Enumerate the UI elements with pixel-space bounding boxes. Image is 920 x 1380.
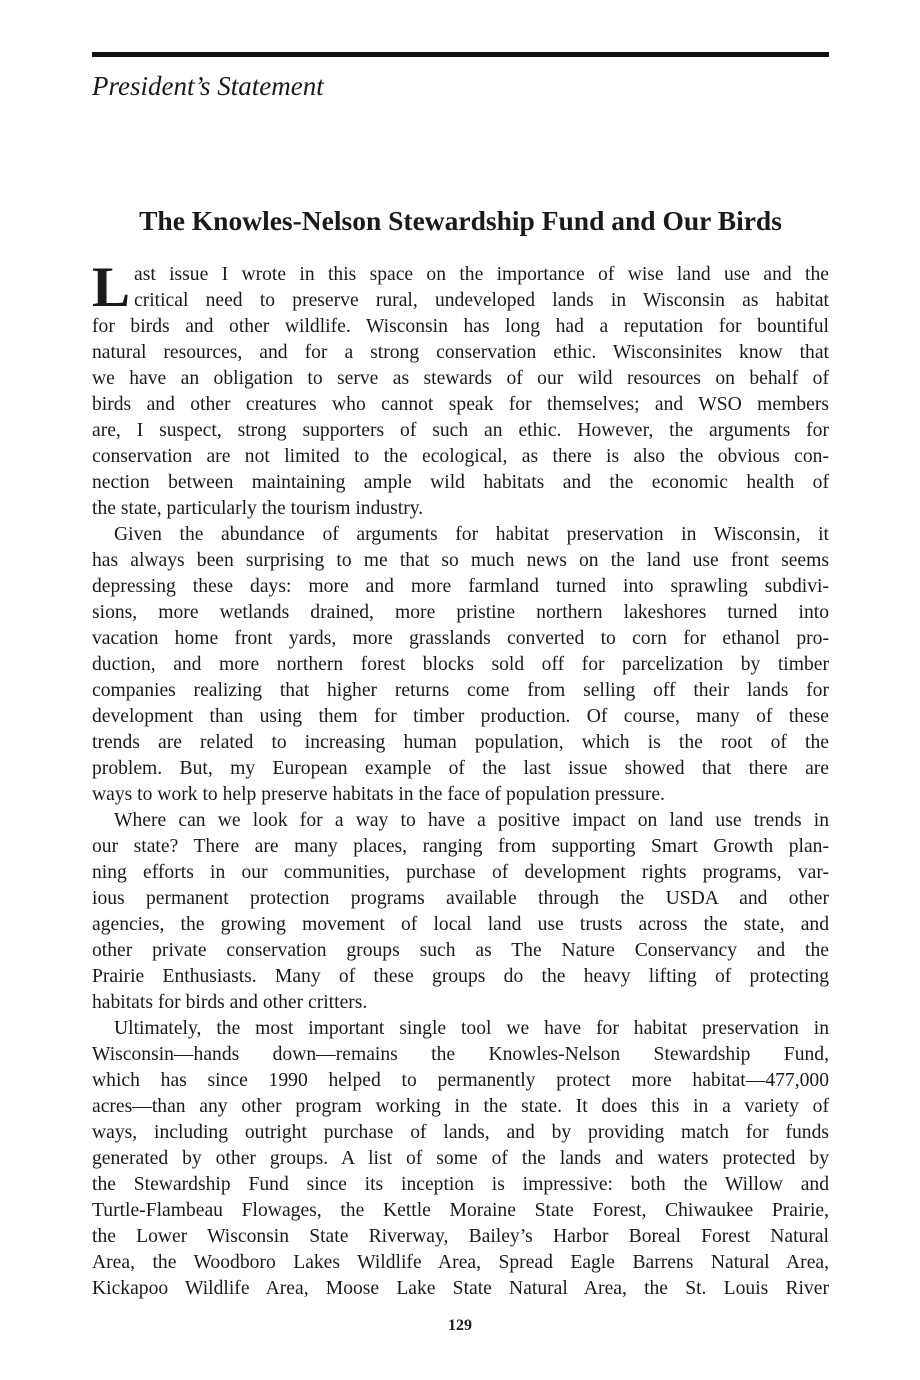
article-body	[92, 256, 829, 1302]
text-line: birds and other creatures who cannot speak for themselves; and WSO members	[92, 394, 829, 415]
text-line: Turtle-Flambeau Flowages, the Kettle Moraine State Forest, Chiwaukee Prairie,	[92, 1200, 829, 1221]
text-line: acres—than any other program working in the state. It does this in a variety of	[92, 1096, 829, 1117]
text-line: vacation home front yards, more grasslands converted to corn for ethanol pro-	[92, 628, 829, 649]
text-line: has always been surprising to me that so much news on the land use front seems	[92, 550, 829, 571]
text-line: nection between maintaining ample wild habitats and the economic health of	[92, 472, 829, 493]
paragraphs	[92, 256, 829, 1302]
text-line: Where can we look for a way to have a positive impact on land use trends in	[114, 810, 829, 831]
text-line: our state? There are many places, ranging from supporting Smart Growth plan-	[92, 836, 829, 857]
text-line: depressing these days: more and more farmland turned into sprawling subdivi-	[92, 576, 829, 597]
text-line: ways, including outright purchase of lands, and by providing match for funds	[92, 1122, 829, 1143]
text-line: Area, the Woodboro Lakes Wildlife Area, Spread Eagle Barrens Natural Area,	[92, 1252, 829, 1273]
paragraph	[92, 808, 829, 1016]
text-line: ious permanent protection programs available through the USDA and other	[92, 888, 829, 909]
text-line: natural resources, and for a strong conservation ethic. Wisconsinites know that	[92, 342, 829, 363]
text-line: for birds and other wildlife. Wisconsin has long had a reputation for bountiful	[92, 316, 829, 337]
text-line: Wisconsin—hands down—remains the Knowles-Nelson Stewardship Fund,	[92, 1044, 829, 1065]
text-line: companies realizing that higher returns come from selling off their lands for	[92, 680, 829, 701]
paragraph	[92, 522, 829, 808]
text-line: the Lower Wisconsin State Riverway, Bailey’s Harbor Boreal Forest Natural	[92, 1226, 829, 1247]
text-line: conservation are not limited to the ecological, as there is also the obvious con-	[92, 446, 829, 467]
text-line: other private conservation groups such as The Nature Conservancy and the	[92, 940, 829, 961]
text-line: which has since 1990 helped to permanently protect more habitat—477,000	[92, 1070, 829, 1091]
text-line: problem. But, my European example of the last issue showed that there are	[92, 758, 829, 779]
text-line: duction, and more northern forest blocks sold off for parcelization by timber	[92, 654, 829, 675]
text-line: the state, particularly the tourism industry.	[92, 498, 424, 519]
text-line: we have an obligation to serve as stewards of our wild resources on behalf of	[92, 368, 829, 389]
article-title: The Knowles-Nelson Stewardship Fund and Our Birds	[139, 205, 782, 236]
page-number: 129	[448, 1317, 472, 1334]
text-line: Given the abundance of arguments for habitat preservation in Wisconsin, it	[114, 524, 829, 545]
text-line: habitats for birds and other critters.	[92, 992, 368, 1013]
drop-cap: L	[92, 256, 131, 319]
text-line: Kickapoo Wildlife Area, Moose Lake State Natural Area, the St. Louis River	[92, 1278, 829, 1299]
text-line: Ultimately, the most important single tool we have for habitat preservation in	[114, 1018, 829, 1039]
text-line: are, I suspect, strong supporters of such an ethic. However, the arguments for	[92, 420, 829, 441]
text-line: sions, more wetlands drained, more pristine northern lakeshores turned into	[92, 602, 829, 623]
text-line: critical need to preserve rural, undeveloped lands in Wisconsin as habitat	[134, 290, 829, 311]
text-line: trends are related to increasing human population, which is the root of the	[92, 732, 829, 753]
paragraph	[92, 1016, 829, 1302]
text-line: the Stewardship Fund since its inception is impressive: both the Willow and	[92, 1174, 829, 1195]
text-line: development than using them for timber production. Of course, many of these	[92, 706, 829, 727]
text-line: ast issue I wrote in this space on the importance of wise land use and the	[134, 264, 829, 285]
text-line: agencies, the growing movement of local land use trusts across the state, and	[92, 914, 829, 935]
text-line: ning efforts in our communities, purchase of development rights programs, var-	[92, 862, 829, 883]
text-line: ways to work to help preserve habitats in the face of population pressure.	[92, 784, 665, 805]
text-line: Prairie Enthusiasts. Many of these groups do the heavy lifting of protecting	[92, 966, 829, 987]
paragraph	[92, 256, 829, 522]
running-head: President’s Statement	[92, 71, 324, 101]
top-rule	[92, 52, 829, 57]
text-line: generated by other groups. A list of some of the lands and waters protected by	[92, 1148, 829, 1169]
